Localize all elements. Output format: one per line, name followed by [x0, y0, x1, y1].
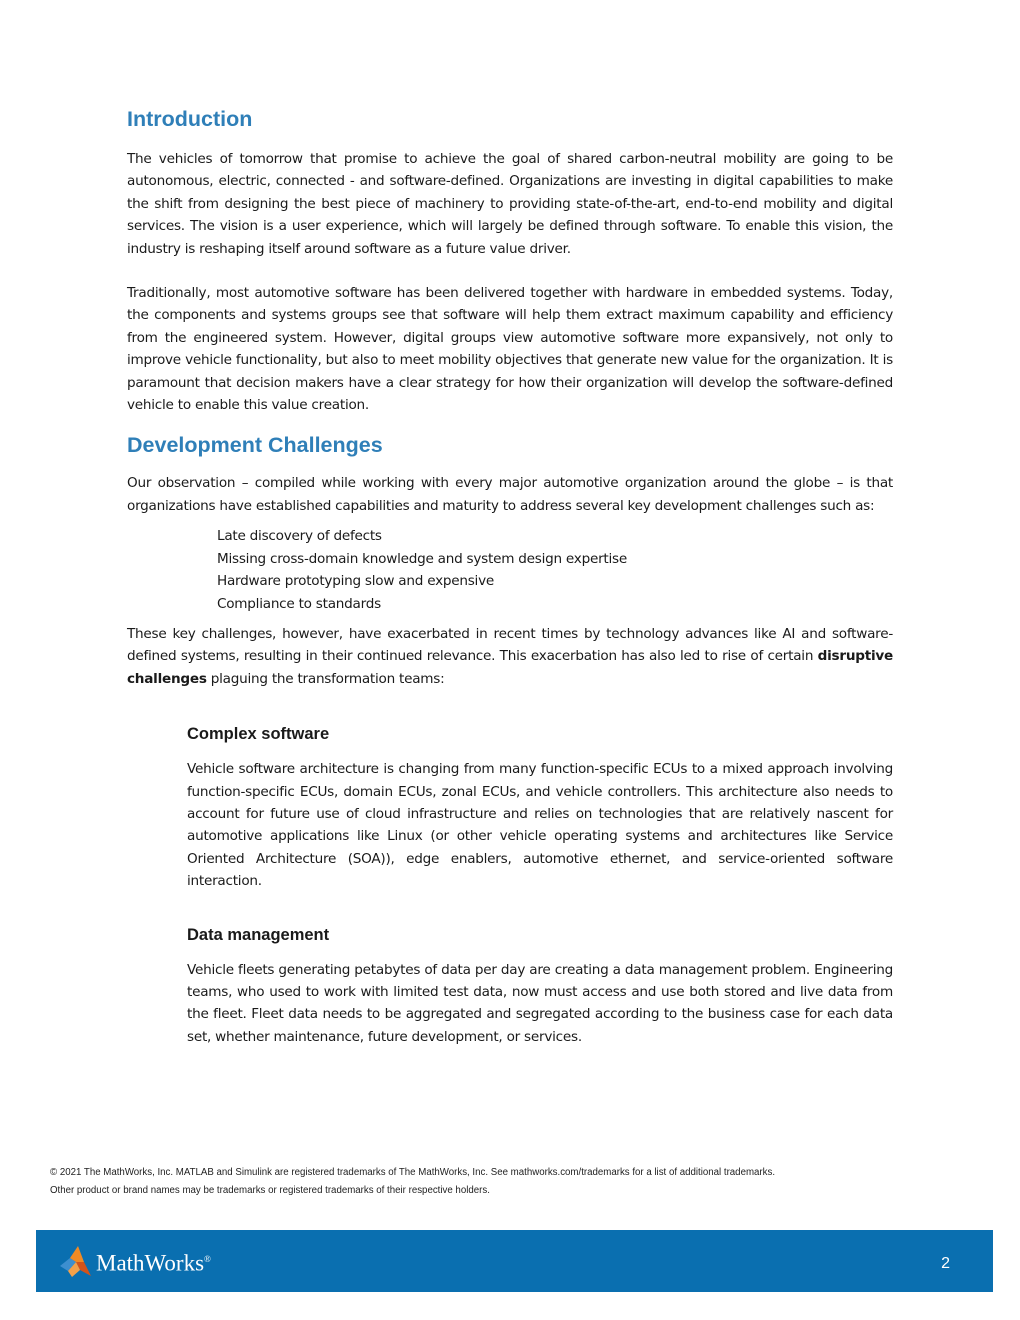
section-heading-development-challenges: Development Challenges [127, 433, 383, 458]
footer-notes [50, 1164, 980, 1200]
subsection-data-management [187, 923, 893, 1049]
subsection-paragraph: Vehicle software architecture is changing from many function-specific ECUs to a mixed approach involving function-specific ECUs, domain ECUs, zonal ECUs, and vehicle controllers. This architecture also needs to account for future use of cloud infrastructure and relies on technologies that are relatively nascent for automotive applications like Linux (or other vehicle operating systems and architectures like Service Oriented Architecture (SOA)), edge enablers, automotive ethernet, and service-oriented software interaction. [187, 761, 893, 890]
intro-paragraph: Traditionally, most automotive software has been delivered together with hardware in embedded systems. Today, the components and systems groups see that software will help them extract maximum capability and efficiency from the engineered system. However, digital groups view automotive software more expansively, not only to improve vehicle functionality, but also to meet mobility objectives that generate new value for the organization. It is paramount that decision makers have a clear strategy for how their organization will develop the software-defined vehicle to enable this value creation. [127, 285, 893, 414]
trademark-line: Other product or brand names may be trademarks or registered trademarks of their respective holders. [50, 1185, 490, 1196]
list-item: Hardware prototyping slow and expensive [217, 573, 494, 590]
mathworks-logo [58, 1244, 211, 1279]
bold-phrase: disruptive challenges [127, 648, 893, 687]
paragraph-text: These key challenges, however, have exacerbated in recent times by technology advances like AI and software-defined systems, resulting in their continued relevance. This exacerbation has also led to rise of certain [127, 625, 893, 665]
subsection-heading: Data management [187, 925, 330, 944]
registered-mark: ® [204, 1254, 211, 1264]
list-item: Late discovery of defects [217, 528, 382, 545]
logo-wordmark: MathWorks [96, 1250, 205, 1276]
logo-text [96, 1244, 211, 1279]
subsection-paragraph: Vehicle fleets generating petabytes of data per day are creating a data management problem. Engineering teams, who used to work with limited test data, now must access and use both stored and live data from the fleet. Fleet data needs to be aggregated and segregated according to the business case for each data set, whether maintenance, future development, or services. [187, 961, 893, 1045]
page-content [127, 98, 893, 1048]
list-item: Compliance to standards [217, 595, 381, 612]
footer-band [36, 1230, 993, 1292]
section-heading-introduction: Introduction [127, 107, 253, 131]
list-item: Missing cross-domain knowledge and system design expertise [217, 550, 627, 567]
subsection-complex-software [187, 722, 893, 892]
membrane-logo-icon [58, 1244, 92, 1278]
subsection-heading: Complex software [187, 725, 330, 744]
paragraph-text: plaguing the transformation teams: [206, 670, 445, 687]
challenges-list [217, 525, 893, 615]
page-number: 2 [941, 1255, 950, 1272]
intro-paragraph: The vehicles of tomorrow that promise to achieve the goal of shared carbon-neutral mobility are going to be autonomous, electric, connected - and software-defined. Organizations are investing in digital capabilities to make the shift from designing the best piece of machinery to providing state-of-the-art, end-to-end mobility and digital services. The vision is a user experience, which will largely be defined through software. To enable this vision, the industry is reshaping itself around software as a future value driver. [127, 151, 893, 257]
development-paragraph [127, 623, 893, 690]
development-paragraph: Our observation – compiled while working with every major automotive organization around the globe – is that organizations have established capabilities and maturity to address several key development challenges such as: [127, 475, 893, 514]
copyright-line: © 2021 The MathWorks, Inc. MATLAB and Simulink are registered trademarks of The MathWorks, Inc. See mathworks.com/trademarks for a list of additional trademarks. [50, 1167, 776, 1178]
